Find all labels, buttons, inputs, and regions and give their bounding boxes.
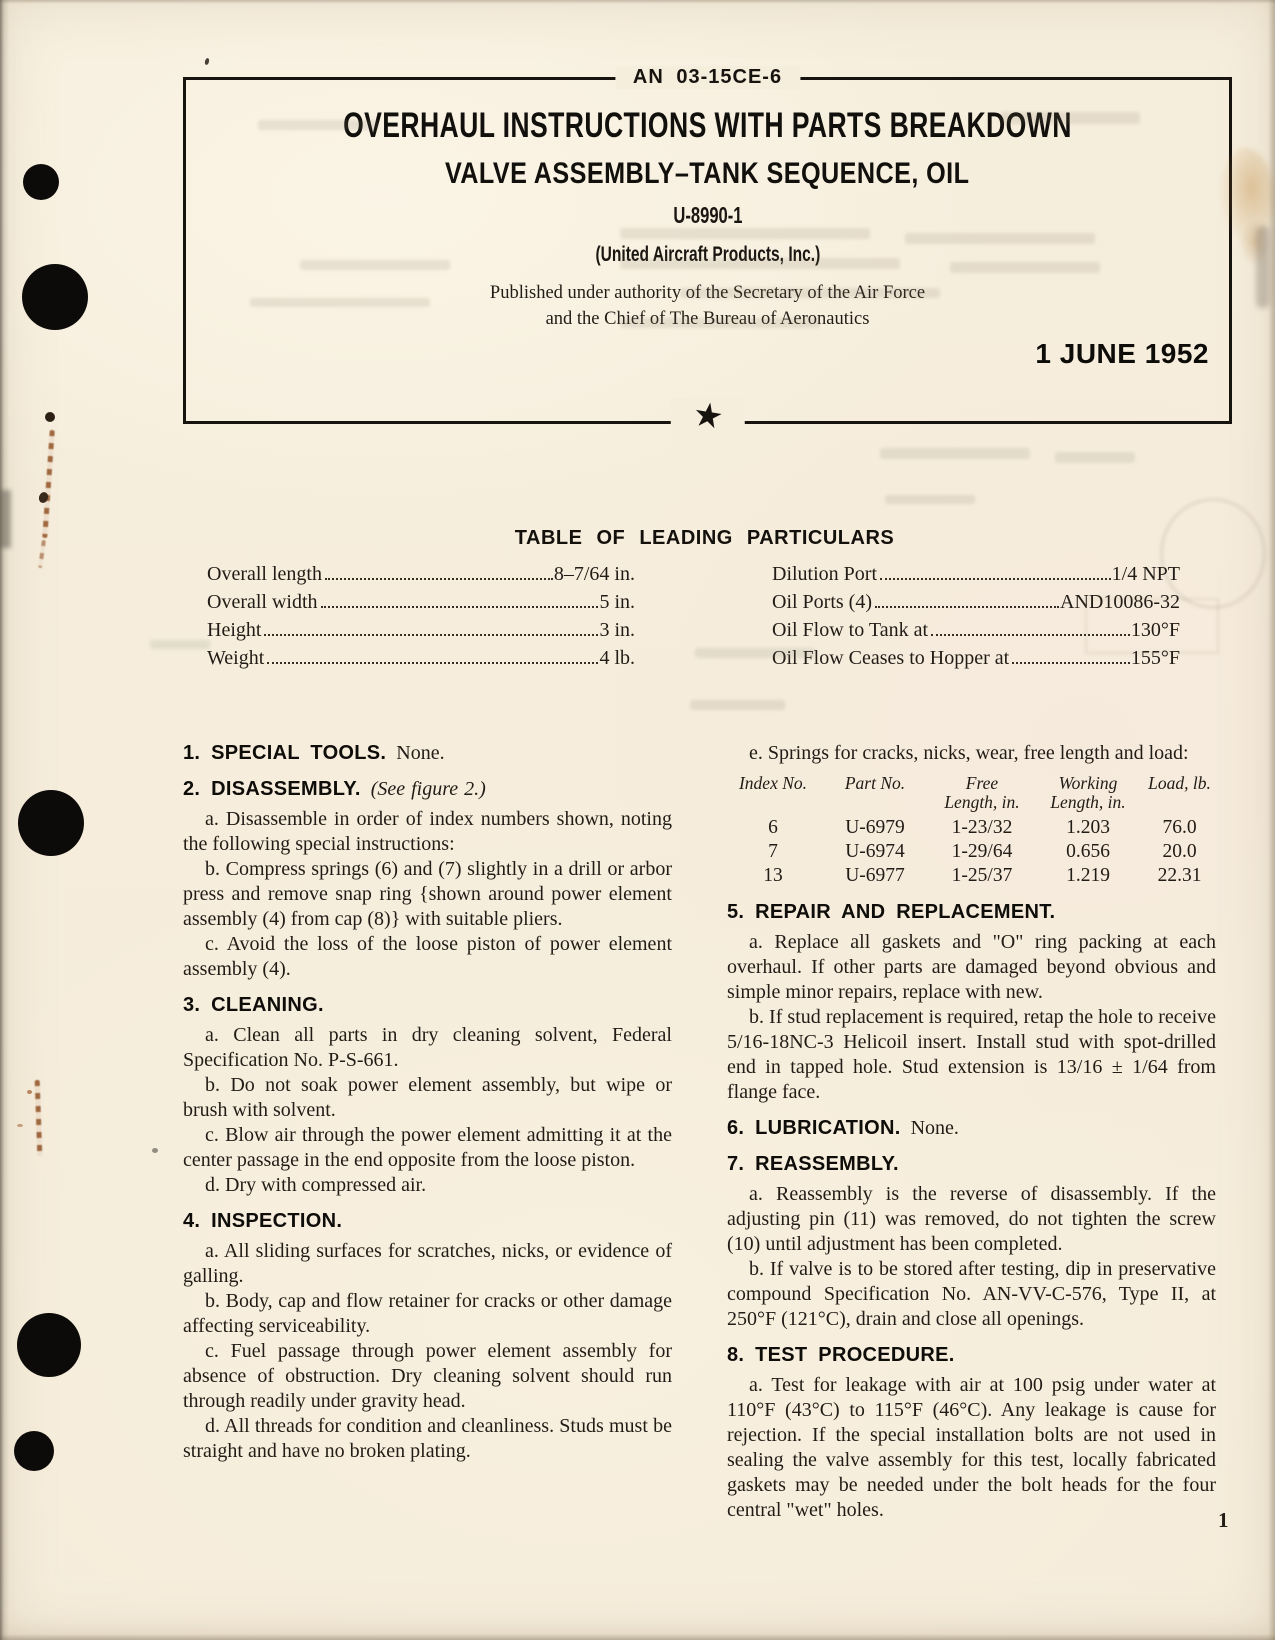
bleed-through-artifact (150, 640, 210, 649)
section-special-tools (183, 741, 672, 766)
section-reassembly (727, 1152, 1216, 1332)
section-inspection (183, 1209, 672, 1464)
paragraph: a. Reassembly is the reverse of disassembly. If the adjusting pin (11) was removed, do not tighten the screw (10) until adjustment has been completed. (727, 1183, 1216, 1255)
paragraph: b. If valve is to be stored after testing, dip in preservative compound Specification No. AN-VV-C-576, Type II, at 250°F (121°C), drain and close all openings. (727, 1258, 1216, 1330)
ink-dot (45, 412, 55, 422)
speck (152, 1148, 158, 1153)
right-text-column (727, 741, 1216, 1523)
title-block-border (183, 66, 1232, 438)
particulars-row: Oil Flow to Tank at 130°F (772, 619, 1180, 641)
springs-table-row: 7 U-6974 1-29/64 0.656 20.0 (768, 841, 1197, 862)
main-title: OVERHAUL INSTRUCTIONS WITH PARTS BREAKDOWN (343, 106, 1072, 145)
paragraph: a. Test for leakage with air at 100 psig under water at 110°F (43°C) to 115°F (46°C). Any leakage is cause for rejection. If the special installation bolts are not used in sealing the valve assembly for this test, locally fabricated gaskets may be needed under the bolt heads for the four central "wet" holes. (727, 1374, 1216, 1521)
punch-hole (22, 264, 88, 330)
bleed-through-artifact (885, 495, 975, 504)
paragraph: d. Dry with compressed air. (205, 1174, 427, 1196)
particulars-row: Oil Ports (4) AND10086-32 (772, 591, 1180, 613)
bleed-through-artifact (690, 700, 785, 710)
rust-stain (35, 1080, 43, 1156)
punch-hole (14, 1431, 54, 1471)
section-test-procedure (727, 1343, 1216, 1523)
section-heading: 8. TEST PROCEDURE. (727, 1344, 955, 1366)
springs-table-row: 6 U-6979 1-23/32 1.203 76.0 (768, 817, 1197, 838)
authority-line-1: Published under authority of the Secretary of the Air Force (489, 283, 926, 303)
part-number: U-8990-1 (672, 202, 743, 228)
paragraph: c. Avoid the loss of the loose piston of power element assembly (4). (183, 933, 672, 980)
dot-leader (321, 606, 599, 608)
section-heading: 3. CLEANING. (183, 994, 324, 1016)
publication-date: 1 JUNE 1952 (1035, 338, 1209, 369)
bleed-through-artifact (880, 448, 1030, 459)
particulars-title: TABLE OF LEADING PARTICULARS (514, 527, 895, 549)
dot-leader (880, 578, 1111, 580)
ink-dot (37, 491, 49, 504)
particulars-row: Height 3 in. (207, 619, 635, 641)
paragraph: a. Replace all gaskets and "O" ring packing at each overhaul. If other parts are damaged beyond obvious and simple minor repairs, replace with new. (727, 931, 1216, 1003)
manufacturer: (United Aircraft Products, Inc.) (595, 243, 820, 266)
dot-leader (875, 606, 1059, 608)
paragraph: b. Body, cap and flow retainer for cracks or other damage affecting serviceability. (183, 1290, 672, 1337)
authority-line-2: and the Chief of The Bureau of Aeronautics (545, 309, 870, 329)
section-repair-replacement (727, 900, 1216, 1105)
section-lubrication (727, 1116, 1216, 1141)
paragraph: a. Disassemble in order of index numbers shown, noting the following special instructions: (183, 808, 672, 855)
paragraph: a. All sliding surfaces for scratches, nicks, or evidence of galling. (183, 1240, 672, 1287)
section-heading: 2. DISASSEMBLY. (See figure 2.) (183, 778, 486, 800)
page-edge (0, 1634, 1275, 1640)
dot-leader (931, 634, 1130, 636)
springs-table (727, 774, 1216, 888)
rust-stain (38, 540, 46, 568)
particulars-row: Overall width 5 in. (207, 591, 635, 613)
springs-table-header: Index No. Part No. Free Length, in. Working Length, in. Load, lb. (738, 773, 1211, 812)
particulars-right-list (772, 563, 1180, 675)
paragraph: c. Blow air through the power element admitting it at the center passage in the end opposite from the loose piston. (183, 1124, 672, 1171)
page-edge (1268, 0, 1275, 1640)
star-divider (670, 395, 744, 442)
speck (204, 58, 210, 66)
section-disassembly (183, 777, 672, 982)
section-cleaning (183, 993, 672, 1198)
page-number: 1 (1218, 1508, 1229, 1532)
dot-leader (264, 634, 598, 636)
section-heading: 1. SPECIAL TOOLS. None. (183, 742, 445, 764)
page-edge (0, 0, 1275, 4)
particulars-row: Overall length 8–7/64 in. (207, 563, 635, 585)
speck (27, 1090, 32, 1094)
section-heading: 4. INSPECTION. (183, 1210, 343, 1232)
springs-table-row: 13 U-6977 1-25/37 1.219 22.31 (763, 865, 1202, 886)
punch-hole (18, 790, 84, 856)
paragraph-item-e: e. Springs for cracks, nicks, wear, free length and load: (749, 742, 1189, 764)
paragraph: a. Clean all parts in dry cleaning solvent, Federal Specification No. P-S-661. (183, 1024, 672, 1071)
section-heading: 7. REASSEMBLY. (727, 1153, 899, 1175)
punch-hole (23, 164, 59, 200)
particulars-left-list (207, 563, 635, 675)
stain (1240, 220, 1270, 266)
rust-stain (42, 430, 55, 538)
punch-hole (17, 1313, 81, 1377)
dot-leader (267, 662, 598, 664)
particulars-row: Weight 4 lb. (207, 647, 635, 669)
dot-leader (1012, 662, 1130, 664)
star-icon: ★ (689, 395, 726, 438)
particulars-row: Dilution Port 1/4 NPT (772, 563, 1180, 585)
paragraph: b. Compress springs (6) and (7) slightly in a drill or arbor press and remove snap ring {shown around power element assembly (4) from cap (8)} with suitable pliers. (183, 858, 672, 930)
section-heading: 5. REPAIR AND REPLACEMENT. (727, 901, 1056, 923)
paragraph: b. Do not soak power element assembly, but wipe or brush with solvent. (183, 1074, 672, 1121)
speck (17, 1124, 23, 1127)
page-edge (0, 0, 9, 1640)
section-heading: 6. LUBRICATION. None. (727, 1117, 959, 1139)
paragraph: d. All threads for condition and cleanliness. Studs must be straight and have no broken plating. (183, 1415, 672, 1462)
particulars-row: Oil Flow Ceases to Hopper at 155°F (772, 647, 1180, 669)
doc-number: AN 03-15CE-6 (615, 66, 800, 89)
left-text-column (183, 741, 672, 1464)
bleed-through-artifact (1055, 452, 1135, 463)
dot-leader (325, 578, 553, 580)
paragraph: b. If stud replacement is required, retap the hole to receive 5/16-18NC-3 Helicoil insert. Install stud with spot-drilled end in tapped hole. Stud extension is 13/16 ± 1/64 from flange face. (727, 1006, 1216, 1103)
paragraph: c. Fuel passage through power element assembly for absence of obstruction. Dry cleaning solvent should run through readily under gravity head. (183, 1340, 672, 1412)
subject-title: VALVE ASSEMBLY–TANK SEQUENCE, OIL (445, 157, 970, 190)
